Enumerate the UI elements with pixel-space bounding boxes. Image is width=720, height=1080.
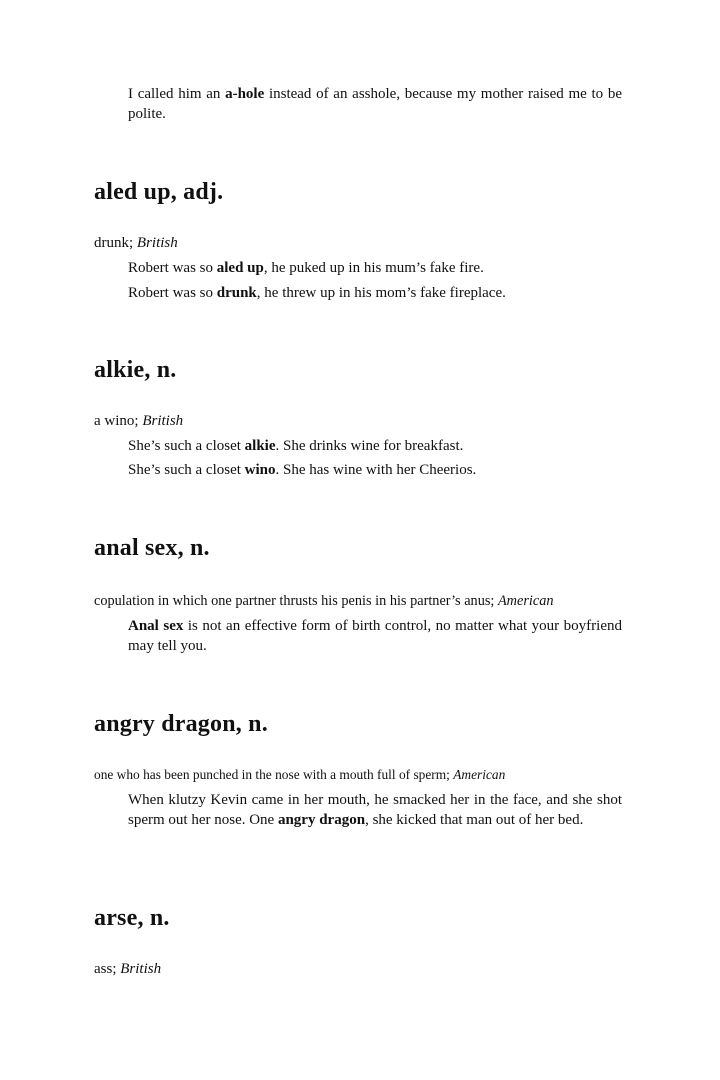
example-headword: a-hole bbox=[225, 86, 265, 102]
example-sentence: When klutzy Kevin came in her mouth, he smacked her in the face, and she shot sperm out her nose. One angry dragon, she kicked that man out of her bed. bbox=[128, 792, 622, 828]
example-sentence: I called him an a-hole instead of an asshole, because my mother raised me to be polite. bbox=[128, 86, 623, 122]
region-label: American bbox=[453, 767, 506, 782]
headword: arse, n. bbox=[94, 905, 170, 931]
headword: alkie, n. bbox=[94, 357, 177, 383]
headword: angry dragon, n. bbox=[94, 711, 268, 737]
example-headword: wino bbox=[244, 462, 276, 478]
example-sentence: Robert was so aled up, he puked up in his mum’s fake fire. bbox=[128, 260, 484, 276]
example-sentence: Robert was so drunk, he threw up in his mom’s fake fireplace. bbox=[128, 285, 506, 301]
example-headword: alkie bbox=[244, 438, 276, 454]
headword: anal sex, n. bbox=[94, 535, 210, 561]
example-headword: aled up bbox=[216, 260, 264, 276]
example-headword: drunk bbox=[216, 285, 257, 301]
example-headword: Anal sex bbox=[128, 618, 184, 634]
definition: one who has been punched in the nose with a mouth full of sperm; American bbox=[94, 767, 506, 782]
region-label: American bbox=[497, 593, 554, 609]
headword: aled up, adj. bbox=[94, 179, 224, 205]
example-sentence: She’s such a closet wino. She has wine with her Cheerios. bbox=[128, 462, 477, 478]
definition: copulation in which one partner thrusts his penis in his partner’s anus; American bbox=[94, 593, 554, 609]
example-sentence: Anal sex is not an effective form of birth control, no matter what your boyfriend may tell you. bbox=[128, 618, 622, 654]
definition: ass; British bbox=[94, 961, 162, 977]
region-label: British bbox=[142, 413, 184, 429]
example-headword: angry dragon bbox=[277, 812, 366, 828]
definition: a wino; British bbox=[94, 413, 184, 429]
example-sentence: She’s such a closet alkie. She drinks wine for breakfast. bbox=[128, 438, 464, 454]
definition: drunk; British bbox=[94, 235, 178, 251]
region-label: British bbox=[136, 235, 178, 251]
region-label: British bbox=[120, 961, 162, 977]
